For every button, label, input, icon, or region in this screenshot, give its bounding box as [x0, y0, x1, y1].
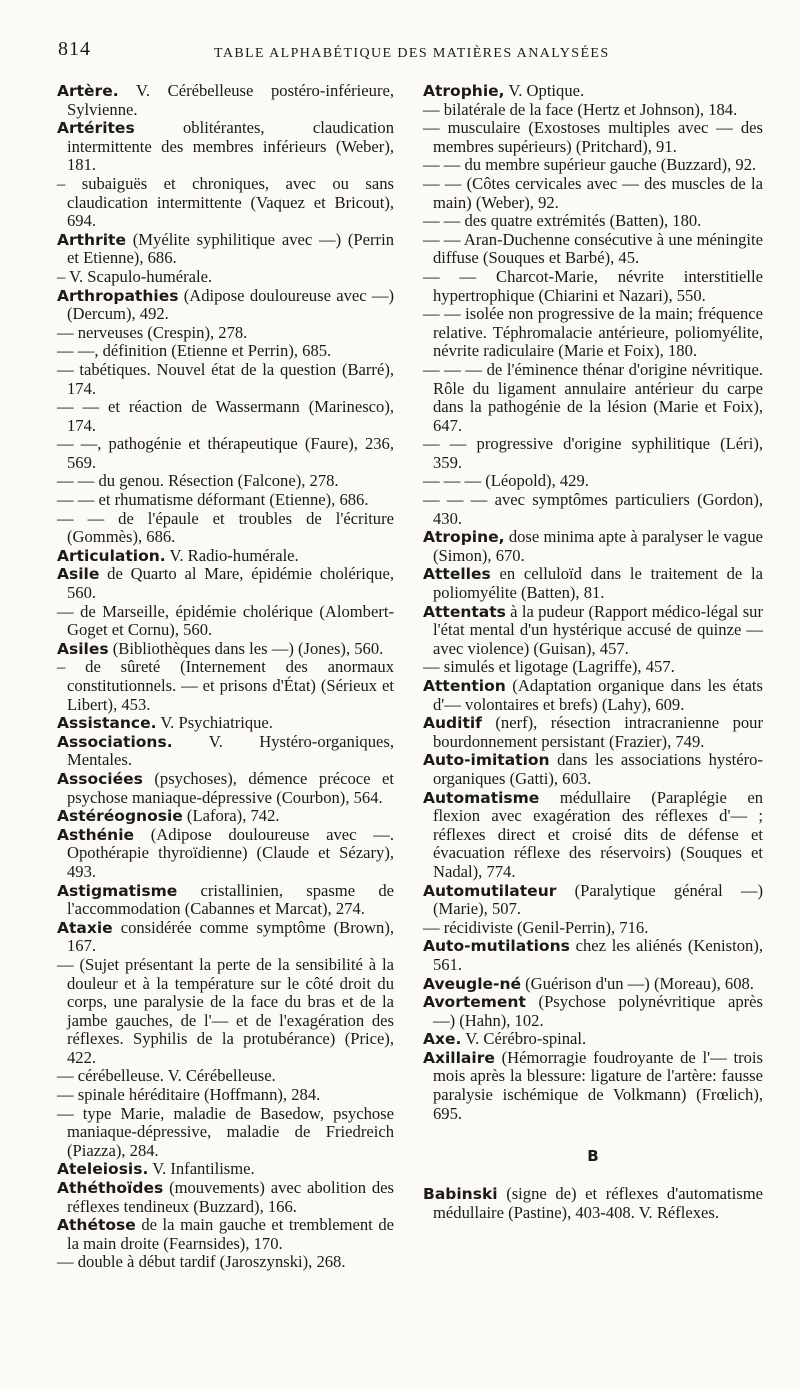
entry-text: (signe de) et réflexes d'automatisme médullaire (Pastine), 403-408. V. Réflexes. — [433, 1184, 763, 1222]
entry-text: — — progressive d'origine syphilitique (Léri), 359. — [423, 434, 763, 472]
entry-text: V. Radio-humérale. — [165, 545, 299, 565]
entry-text: — récidiviste (Genil-Perrin), 716. — [423, 917, 649, 937]
entry-text: – subaiguës et chroniques, avec ou sans claudication intermittente (Vaquez et Bricout), 694. — [57, 173, 394, 231]
index-entry — [57, 882, 394, 919]
entry-text: — cérébelleuse. V. Cérébelleuse. — [57, 1066, 276, 1086]
entry-text: cristallinien, spasme de l'accommodation (Cabannes et Marcat), 274. — [67, 880, 394, 919]
index-entry — [423, 1185, 763, 1222]
entry-text: — double à début tardif (Jaroszynski), 268. — [57, 1252, 346, 1272]
index-entry — [57, 658, 394, 714]
index-entry — [423, 677, 763, 714]
right-column-entries — [423, 82, 763, 1123]
index-entry — [57, 565, 394, 602]
index-entry — [57, 231, 394, 268]
index-entry — [57, 826, 394, 882]
entry-headword: Athétose — [57, 1216, 136, 1235]
index-entry — [423, 435, 763, 472]
entry-headword: Associations. — [57, 732, 173, 751]
index-entry — [57, 119, 394, 175]
index-entry — [57, 1179, 394, 1216]
index-entry — [57, 1160, 394, 1179]
entry-text: — type Marie, maladie de Basedow, psychose maniaque-dépressive, maladie de Friedreich (Piazza), 284. — [57, 1103, 394, 1160]
index-entry — [423, 528, 763, 565]
entry-text: (psychoses), démence précoce et psychose maniaque-dépressive (Courbon), 564. — [67, 768, 394, 807]
entry-text: V. Cérébelleuse postéro-inférieure, Sylvienne. — [67, 81, 394, 119]
entry-headword: Ateleiosis. — [57, 1160, 149, 1179]
entry-text: (Myélite syphilitique avec —) (Perrin et Etienne), 686. — [67, 229, 394, 268]
entry-text: de Quarto al Mare, épidémie cholérique, 560. — [67, 564, 394, 603]
entry-text: — — et rhumatisme déformant (Etienne), 686. — [57, 490, 369, 510]
entry-text: oblitérantes, claudication intermittente des membres inférieurs (Weber), 181. — [67, 118, 394, 175]
entry-headword: Ataxie — [57, 918, 113, 937]
entry-text: — de Marseille, épidémie cholérique (Alombert-Goget et Cornu), 560. — [57, 601, 394, 640]
entry-text: — nerveuses (Crespin), 278. — [57, 322, 248, 342]
entry-headword: Axillaire — [423, 1048, 495, 1067]
entry-headword: Attention — [423, 677, 506, 695]
entry-text: (Bibliothèques dans les —) (Jones), 560. — [108, 638, 384, 658]
entry-text: V. Optique. — [504, 81, 585, 100]
entry-headword: Auditif — [423, 714, 482, 733]
index-entry — [57, 770, 394, 807]
index-entry — [423, 268, 763, 305]
entry-text: (Paralytique général —) (Marie), 507. — [433, 880, 763, 919]
entry-text: — — du membre supérieur gauche (Buzzard), 92. — [423, 155, 757, 175]
entry-text: — tabétiques. Nouvel état de la question (Barré), 174. — [57, 359, 394, 398]
index-entry — [57, 510, 394, 547]
index-entry — [57, 640, 394, 659]
index-entry — [57, 82, 394, 119]
index-entry — [423, 119, 763, 156]
entry-headword: Attentats — [423, 602, 506, 621]
entry-text: considérée comme symptôme (Brown), 167. — [67, 917, 394, 956]
entry-headword: Automutilateur — [423, 881, 557, 900]
entry-text: — —, pathogénie et thérapeutique (Faure), 236, 569. — [57, 434, 394, 472]
index-entry — [57, 398, 394, 435]
entry-headword: Artère. — [57, 82, 119, 100]
entry-text: (Guérison d'un —) (Moreau), 608. — [521, 973, 754, 993]
entry-text: — (Sujet présentant la perte de la sensibilité à la douleur et à la température sur le côté droit du corps, une paralysie de la face du bras et de la jambe gauches, de l'— et de l'exagération des réflexes. Syphilis de la protubérance) (Price), 422. — [57, 954, 394, 1067]
entry-headword: Associées — [57, 769, 143, 788]
entry-text: (Adipose douloureuse avec —) (Dercum), 492. — [67, 285, 394, 324]
entry-text: — — du genou. Résection (Falcone), 278. — [57, 471, 339, 491]
entry-headword: Auto-mutilations — [423, 937, 570, 956]
entry-text: — — — avec symptômes particuliers (Gordon), 430. — [423, 490, 763, 528]
entry-headword: Axe. — [423, 1030, 462, 1049]
index-entry — [423, 975, 763, 994]
index-entry — [57, 603, 394, 640]
entry-headword: Astigmatisme — [57, 881, 178, 900]
running-title: TABLE ALPHABÉTIQUE DES MATIÈRES ANALYSÉES — [214, 46, 610, 61]
right-column — [423, 82, 763, 1222]
entry-text: (Psychose polynévritique après —) (Hahn), 102. — [433, 992, 763, 1030]
index-entry — [423, 658, 763, 677]
page-header — [58, 38, 758, 68]
index-entry — [57, 435, 394, 472]
section-b-entries — [423, 1185, 763, 1222]
entry-headword: Auto-imitation — [423, 751, 550, 770]
index-entry — [57, 956, 394, 1068]
index-entry — [423, 937, 763, 974]
entry-headword: Athéthoïdes — [57, 1179, 164, 1198]
entry-headword: Arthropathies — [57, 286, 179, 305]
entry-headword: Arthrite — [57, 230, 126, 249]
entry-text: — — Charcot-Marie, névrite interstitielle hypertrophique (Chiarini et Nazari), 550. — [423, 266, 763, 305]
entry-text: — bilatérale de la face (Hertz et Johnson), 184. — [423, 99, 738, 119]
entry-text: V. Psychiatrique. — [156, 713, 273, 733]
index-entry — [423, 751, 763, 788]
index-entry — [423, 175, 763, 212]
entry-headword: Attelles — [423, 565, 491, 584]
index-entry — [423, 1049, 763, 1123]
index-entry — [423, 231, 763, 268]
index-entry — [57, 268, 394, 287]
left-column — [57, 82, 394, 1272]
entry-text: (mouvements) avec abolition des réflexes tendineux (Buzzard), 166. — [67, 1178, 394, 1216]
index-entry — [57, 1253, 394, 1272]
index-entry — [57, 342, 394, 361]
entry-headword: Babinski — [423, 1185, 498, 1204]
index-entry — [57, 807, 394, 826]
entry-text: — — isolée non progressive de la main; fréquence relative. Téphromalacie antérieure, poliomyélite, névrite radiculaire (Marie et Foix), 180. — [423, 304, 763, 361]
entry-text: – de sûreté (Internement des anormaux constitutionnels. — et prisons d'État) (Sérieux et Libert), 453. — [57, 657, 394, 714]
entry-text: — — — (Léopold), 429. — [423, 471, 589, 491]
index-entry — [57, 1067, 394, 1086]
index-entry — [423, 101, 763, 120]
entry-text: dose minima apte à paralyser le vague (Simon), 670. — [433, 527, 763, 565]
index-entry — [423, 714, 763, 751]
index-entry — [423, 491, 763, 528]
index-entry — [57, 714, 394, 733]
index-entry — [423, 603, 763, 659]
index-entry — [57, 175, 394, 231]
index-entry — [57, 1086, 394, 1105]
index-entry — [423, 1030, 763, 1049]
entry-text: V. Hystéro-organiques, Mentales. — [67, 731, 394, 770]
index-entry — [423, 156, 763, 175]
index-entry — [423, 565, 763, 602]
index-entry — [57, 287, 394, 324]
entry-text: — —, définition (Etienne et Perrin), 685. — [57, 341, 332, 361]
entry-headword: Asthénie — [57, 825, 135, 844]
entry-text: à la pudeur (Rapport médico-légal sur l'état mental d'un hystérique accusé de quinze — avec violence) (Guisan), 457. — [433, 601, 763, 658]
entry-headword: Atropine, — [423, 528, 505, 547]
index-entry — [57, 324, 394, 343]
entry-text: — — des quatre extrémités (Batten), 180. — [423, 211, 702, 231]
index-entry — [57, 361, 394, 398]
entry-headword: Atrophie, — [423, 82, 505, 100]
entry-headword: Assistance. — [57, 714, 157, 733]
entry-text: — — de l'épaule et troubles de l'écriture (Gommès), 686. — [57, 508, 394, 547]
entry-headword: Asiles — [57, 639, 109, 658]
index-entry — [423, 212, 763, 231]
index-entry — [423, 82, 763, 101]
entry-headword: Astéréognosie — [57, 807, 183, 826]
index-entry — [57, 472, 394, 491]
entry-text: (nerf), résection intracranienne pour bourdonnement persistant (Frazier), 749. — [433, 713, 763, 751]
index-entry — [423, 361, 763, 435]
index-entry — [57, 733, 394, 770]
entry-headword: Articulation. — [57, 546, 166, 565]
index-entry — [57, 1216, 394, 1253]
entry-text: (Hémorragie foudroyante de l'— trois mois après la blessure: ligature de l'artère: fausse paralysie ischémique de Volkmann) (Frœlich), 695. — [433, 1047, 763, 1123]
page-number: 814 — [58, 38, 91, 60]
entry-text: — — — de l'éminence thénar d'origine névritique. Rôle du ligament annulaire antérieur du carpe dans la pathogénie de la lésion (Marie et Foix), 647. — [423, 359, 763, 435]
entry-text: (Adaptation organique dans les états d'— volontaires et brefs) (Lahy), 609. — [433, 676, 763, 714]
entry-text: – V. Scapulo-humérale. — [57, 266, 213, 286]
entry-text: — — (Côtes cervicales avec — des muscles de la main) (Weber), 92. — [423, 173, 763, 212]
index-entry — [423, 472, 763, 491]
index-entry — [423, 882, 763, 919]
entry-text: en celluloïd dans le traitement de la poliomyélite (Batten), 81. — [433, 564, 763, 603]
index-entry — [57, 919, 394, 956]
index-entry — [423, 993, 763, 1030]
entry-text: — musculaire (Exostoses multiples avec — des membres supérieurs) (Pritchard), 91. — [423, 118, 763, 156]
entry-headword: Aveugle-né — [423, 974, 521, 993]
entry-text: — — et réaction de Wassermann (Marinesco), 174. — [57, 397, 394, 435]
index-entry — [57, 491, 394, 510]
entry-text: — simulés et ligotage (Lagriffe), 457. — [423, 657, 675, 677]
entry-text: dans les associations hystéro-organiques (Gatti), 603. — [433, 750, 763, 788]
entry-text: — spinale héréditaire (Hoffmann), 284. — [57, 1085, 321, 1105]
entry-headword: Artérites — [57, 119, 135, 138]
entry-headword: Asile — [57, 565, 100, 584]
index-entry — [57, 547, 394, 566]
index-entry — [423, 305, 763, 361]
entry-text: médullaire (Paraplégie en flexion avec exagération des réflexes d'— ; réflexes direct et croisé dits de défense et évacuation réflexe des réservoirs) (Souques et Nadal), 774. — [433, 787, 763, 881]
index-entry — [423, 919, 763, 938]
index-entry — [423, 789, 763, 882]
entry-headword: Automatisme — [423, 788, 540, 807]
entry-text: (Lafora), 742. — [182, 806, 280, 826]
entry-headword: Avortement — [423, 993, 526, 1012]
entry-text: V. Infantilisme. — [148, 1159, 255, 1179]
entry-text: (Adipose douloureuse avec —. Opothérapie thyroïdienne) (Claude et Sézary), 493. — [67, 824, 394, 881]
section-letter: B — [587, 1147, 599, 1166]
entry-text: de la main gauche et tremblement de la main droite (Fearnsides), 170. — [67, 1215, 394, 1253]
index-entry — [57, 1105, 394, 1161]
entry-text: V. Cérébro-spinal. — [461, 1029, 587, 1049]
entry-text: — — Aran-Duchenne consécutive à une méningite diffuse (Souques et Barbé), 45. — [423, 229, 763, 268]
entry-text: chez les aliénés (Keniston), 561. — [433, 936, 763, 974]
